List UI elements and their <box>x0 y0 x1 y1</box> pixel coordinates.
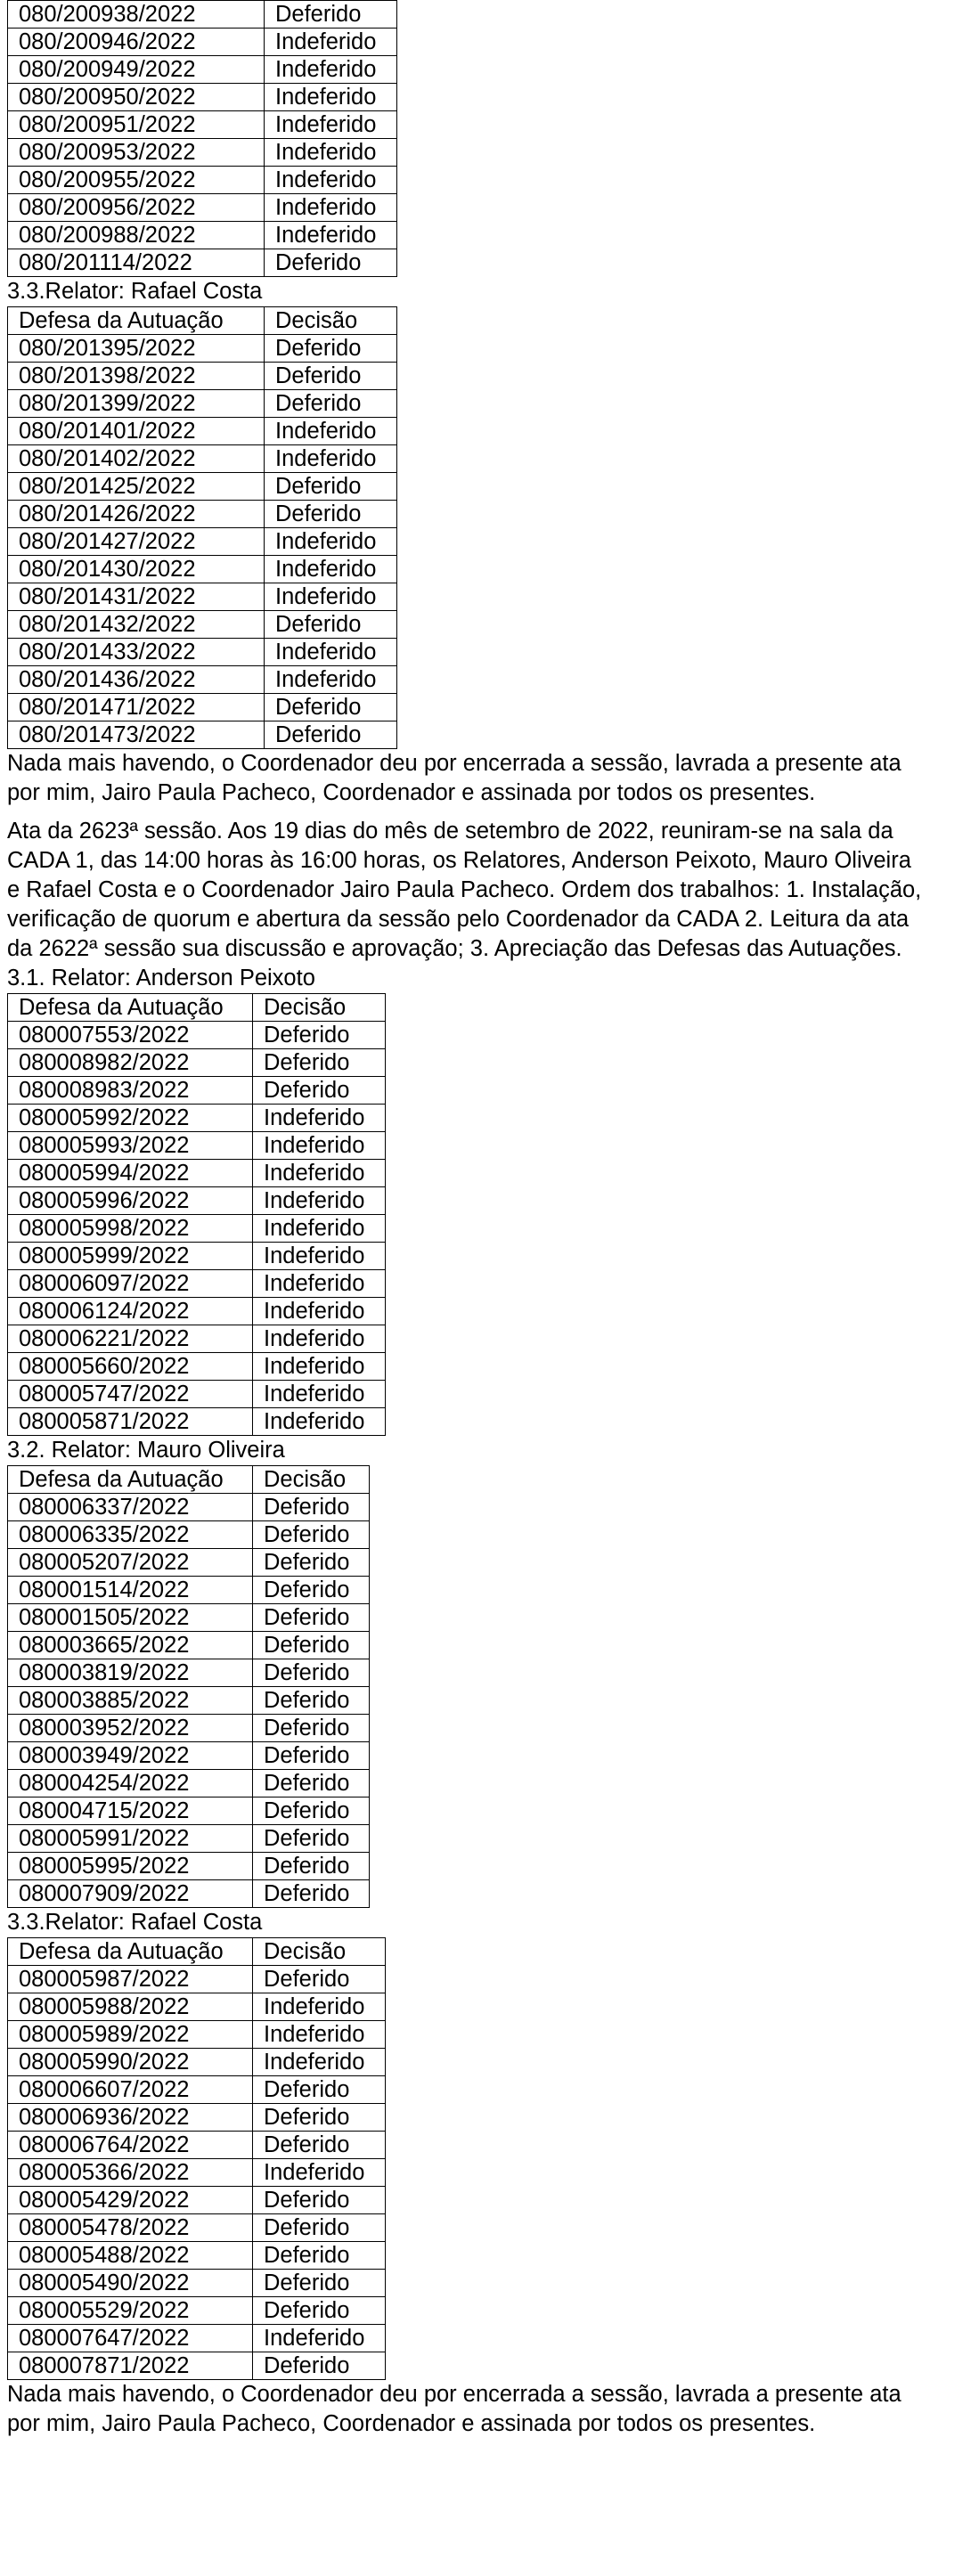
case-number-cell: 080/201398/2022 <box>8 363 265 390</box>
table-row <box>8 1797 370 1825</box>
case-number-cell: 080005989/2022 <box>8 2021 253 2049</box>
table-row <box>8 721 397 749</box>
table-row <box>8 2214 386 2242</box>
decision-cell: Deferido <box>253 1742 370 1770</box>
column-header-decisao: Decisão <box>265 307 397 335</box>
case-number-cell: 080007647/2022 <box>8 2325 253 2352</box>
table-row <box>8 1715 370 1742</box>
table-row <box>8 139 397 167</box>
decision-cell: Indeferido <box>253 1325 386 1353</box>
closing-line: Nada mais havendo, o Coordenador deu por encerrada a sessão, lavrada a presente ata <box>7 2382 901 2407</box>
case-number-cell: 080/201432/2022 <box>8 611 265 639</box>
table-row <box>8 528 397 556</box>
decision-cell: Indeferido <box>253 1408 386 1436</box>
decision-cell: Indeferido <box>253 1993 386 2021</box>
decision-cell: Indeferido <box>265 139 397 167</box>
table-row <box>8 1105 386 1132</box>
table-header-row <box>8 1938 386 1966</box>
case-number-cell: 080005990/2022 <box>8 2049 253 2076</box>
decision-cell: Deferido <box>253 2352 386 2380</box>
decision-cell: Deferido <box>265 390 397 418</box>
decision-cell: Indeferido <box>253 1160 386 1187</box>
table-row <box>8 1049 386 1077</box>
case-number-cell: 080007909/2022 <box>8 1880 253 1908</box>
table-row <box>8 2104 386 2132</box>
column-header-defesa: Defesa da Autuação <box>8 307 265 335</box>
case-number-cell: 080005996/2022 <box>8 1187 253 1215</box>
table-row <box>8 583 397 611</box>
decision-cell: Indeferido <box>253 1243 386 1270</box>
decision-cell: Deferido <box>253 1825 370 1853</box>
case-number-cell: 080006335/2022 <box>8 1521 253 1549</box>
case-number-cell: 080005987/2022 <box>8 1966 253 1993</box>
table-row <box>8 1549 370 1577</box>
case-number-cell: 080005529/2022 <box>8 2297 253 2325</box>
section-heading-relator-rafael-costa: 3.3.Relator: Rafael Costa <box>7 279 263 304</box>
case-number-cell: 080005992/2022 <box>8 1105 253 1132</box>
decision-cell: Deferido <box>265 721 397 749</box>
table-row <box>8 1853 370 1880</box>
case-number-cell: 080/201473/2022 <box>8 721 265 749</box>
decision-cell: Deferido <box>265 501 397 528</box>
decision-cell: Deferido <box>253 1853 370 1880</box>
decision-cell: Indeferido <box>265 556 397 583</box>
decision-cell: Deferido <box>253 2132 386 2159</box>
table-row <box>8 2187 386 2214</box>
decision-cell: Deferido <box>253 1687 370 1715</box>
decision-cell: Deferido <box>253 1049 386 1077</box>
case-number-cell: 080004715/2022 <box>8 1797 253 1825</box>
table-row <box>8 611 397 639</box>
case-number-cell: 080008982/2022 <box>8 1049 253 1077</box>
table-row <box>8 1993 386 2021</box>
table-row <box>8 1659 370 1687</box>
table-row <box>8 84 397 111</box>
table-row <box>8 1187 386 1215</box>
case-number-cell: 080003952/2022 <box>8 1715 253 1742</box>
case-number-cell: 080/200988/2022 <box>8 222 265 249</box>
table-header-row <box>8 994 386 1022</box>
case-number-cell: 080005994/2022 <box>8 1160 253 1187</box>
column-header-decisao: Decisão <box>253 994 386 1022</box>
decision-cell: Deferido <box>253 2076 386 2104</box>
case-number-cell: 080005429/2022 <box>8 2187 253 2214</box>
case-number-cell: 080/201431/2022 <box>8 583 265 611</box>
table-header-row <box>8 307 397 335</box>
decision-cell: Indeferido <box>265 29 397 56</box>
table-row <box>8 56 397 84</box>
section-heading-relator-mauro-oliveira: 3.2. Relator: Mauro Oliveira <box>7 1438 285 1463</box>
case-number-cell: 080005490/2022 <box>8 2270 253 2297</box>
decision-cell: Indeferido <box>253 1381 386 1408</box>
table-row <box>8 1966 386 1993</box>
table-row <box>8 1 397 29</box>
case-number-cell: 080006124/2022 <box>8 1298 253 1325</box>
decision-cell: Deferido <box>253 1077 386 1105</box>
decision-cell: Indeferido <box>253 2325 386 2352</box>
decision-cell: Deferido <box>253 1521 370 1549</box>
ata-line: da 2622ª sessão sua discussão e aprovação; 3. Apreciação das Defesas das Autuações. <box>7 936 902 961</box>
case-number-cell: 080005988/2022 <box>8 1993 253 2021</box>
case-number-cell: 080006097/2022 <box>8 1270 253 1298</box>
section-heading-relator-anderson-peixoto: 3.1. Relator: Anderson Peixoto <box>7 966 315 990</box>
case-number-cell: 080006337/2022 <box>8 1494 253 1521</box>
column-header-decisao: Decisão <box>253 1466 370 1494</box>
table-row <box>8 556 397 583</box>
decision-cell: Deferido <box>253 2242 386 2270</box>
table-row <box>8 1770 370 1797</box>
case-number-cell: 080/201425/2022 <box>8 473 265 501</box>
case-number-cell: 080005999/2022 <box>8 1243 253 1270</box>
decision-cell: Indeferido <box>265 639 397 666</box>
decision-cell: Indeferido <box>253 2159 386 2187</box>
table-row <box>8 2021 386 2049</box>
case-number-cell: 080005993/2022 <box>8 1132 253 1160</box>
table-row <box>8 1298 386 1325</box>
table-row <box>8 2076 386 2104</box>
case-number-cell: 080005998/2022 <box>8 1215 253 1243</box>
table-row <box>8 2159 386 2187</box>
case-number-cell: 080004254/2022 <box>8 1770 253 1797</box>
case-number-cell: 080/201436/2022 <box>8 666 265 694</box>
decision-cell: Indeferido <box>265 111 397 139</box>
case-number-cell: 080006221/2022 <box>8 1325 253 1353</box>
table-row <box>8 194 397 222</box>
decision-cell: Deferido <box>265 335 397 363</box>
case-number-cell: 080005488/2022 <box>8 2242 253 2270</box>
table-body <box>8 994 386 1436</box>
table-row <box>8 1632 370 1659</box>
table-body <box>8 1466 370 1908</box>
decision-cell: Deferido <box>253 1604 370 1632</box>
table-row <box>8 1577 370 1604</box>
table-row <box>8 2352 386 2380</box>
case-number-cell: 080005478/2022 <box>8 2214 253 2242</box>
table-row <box>8 473 397 501</box>
table-row <box>8 501 397 528</box>
table-row <box>8 1022 386 1049</box>
case-number-cell: 080/201433/2022 <box>8 639 265 666</box>
case-number-cell: 080006936/2022 <box>8 2104 253 2132</box>
case-number-cell: 080005871/2022 <box>8 1408 253 1436</box>
table-row <box>8 1494 370 1521</box>
table-row <box>8 1687 370 1715</box>
decision-cell: Indeferido <box>265 445 397 473</box>
table-row <box>8 335 397 363</box>
column-header-defesa: Defesa da Autuação <box>8 994 253 1022</box>
case-number-cell: 080/200949/2022 <box>8 56 265 84</box>
case-number-cell: 080005660/2022 <box>8 1353 253 1381</box>
decision-cell: Deferido <box>253 2104 386 2132</box>
table-row <box>8 1825 370 1853</box>
case-number-cell: 080/201430/2022 <box>8 556 265 583</box>
case-number-cell: 080005366/2022 <box>8 2159 253 2187</box>
decision-cell: Deferido <box>253 2270 386 2297</box>
ata-line: e Rafael Costa e o Coordenador Jairo Paula Pacheco. Ordem dos trabalhos: 1. Instalação, <box>7 877 922 902</box>
table-row <box>8 418 397 445</box>
decision-cell: Deferido <box>253 2214 386 2242</box>
case-number-cell: 080/200956/2022 <box>8 194 265 222</box>
decision-cell: Deferido <box>265 1 397 29</box>
case-number-cell: 080007553/2022 <box>8 1022 253 1049</box>
table-row <box>8 390 397 418</box>
table-row <box>8 2270 386 2297</box>
case-number-cell: 080005991/2022 <box>8 1825 253 1853</box>
closing-line: por mim, Jairo Paula Pacheco, Coordenador e assinada por todos os presentes. <box>7 780 816 805</box>
table-row <box>8 1604 370 1632</box>
ata-line: CADA 1, das 14:00 horas às 16:00 horas, os Relatores, Anderson Peixoto, Mauro Oliveira <box>7 848 911 873</box>
table-row <box>8 1160 386 1187</box>
case-number-cell: 080/200938/2022 <box>8 1 265 29</box>
case-number-cell: 080/201399/2022 <box>8 390 265 418</box>
decision-cell: Deferido <box>265 694 397 721</box>
case-number-cell: 080/200946/2022 <box>8 29 265 56</box>
table-row <box>8 111 397 139</box>
case-number-cell: 080/201426/2022 <box>8 501 265 528</box>
decision-cell: Indeferido <box>265 194 397 222</box>
table-row <box>8 1353 386 1381</box>
decision-cell: Indeferido <box>253 1298 386 1325</box>
case-number-cell: 080003819/2022 <box>8 1659 253 1687</box>
decision-cell: Indeferido <box>265 666 397 694</box>
case-number-cell: 080007871/2022 <box>8 2352 253 2380</box>
case-number-cell: 080/201395/2022 <box>8 335 265 363</box>
table-row <box>8 222 397 249</box>
column-header-defesa: Defesa da Autuação <box>8 1466 253 1494</box>
case-number-cell: 080003949/2022 <box>8 1742 253 1770</box>
decision-cell: Deferido <box>265 473 397 501</box>
table-row <box>8 2049 386 2076</box>
case-number-cell: 080/201427/2022 <box>8 528 265 556</box>
ata-line: verificação de quorum e abertura da sessão pelo Coordenador da CADA 2. Leitura da ata <box>7 907 910 932</box>
case-number-cell: 080003885/2022 <box>8 1687 253 1715</box>
case-number-cell: 080005207/2022 <box>8 1549 253 1577</box>
case-number-cell: 080006607/2022 <box>8 2076 253 2104</box>
decision-cell: Indeferido <box>265 418 397 445</box>
table-row <box>8 639 397 666</box>
table-row <box>8 363 397 390</box>
decision-table-anderson-peixoto <box>7 993 386 1436</box>
decision-cell: Deferido <box>265 363 397 390</box>
decision-cell: Indeferido <box>253 2049 386 2076</box>
decision-cell: Deferido <box>265 611 397 639</box>
case-number-cell: 080/201402/2022 <box>8 445 265 473</box>
decision-cell: Deferido <box>253 1494 370 1521</box>
table-body <box>8 307 397 749</box>
case-number-cell: 080/200955/2022 <box>8 167 265 194</box>
decision-cell: Deferido <box>265 249 397 277</box>
decision-cell: Deferido <box>253 1797 370 1825</box>
decision-cell: Indeferido <box>253 1132 386 1160</box>
decision-cell: Indeferido <box>265 583 397 611</box>
case-number-cell: 080001514/2022 <box>8 1577 253 1604</box>
table-row <box>8 1132 386 1160</box>
table-row <box>8 2242 386 2270</box>
closing-paragraph <box>7 749 972 808</box>
table-row <box>8 2297 386 2325</box>
decision-table-rafael-costa-b <box>7 1937 386 2380</box>
case-number-cell: 080/200951/2022 <box>8 111 265 139</box>
table-row <box>8 249 397 277</box>
closing-line: por mim, Jairo Paula Pacheco, Coordenador e assinada por todos os presentes. <box>7 2411 816 2436</box>
table-row <box>8 2325 386 2352</box>
table-row <box>8 1408 386 1436</box>
table-row <box>8 1381 386 1408</box>
closing-paragraph <box>7 2380 972 2439</box>
ata-line: Ata da 2623ª sessão. Aos 19 dias do mês de setembro de 2022, reuniram-se na sala da <box>7 819 893 844</box>
table-row <box>8 1270 386 1298</box>
case-number-cell: 080003665/2022 <box>8 1632 253 1659</box>
decision-cell: Indeferido <box>253 2021 386 2049</box>
ata-paragraph <box>7 817 972 964</box>
decision-cell: Deferido <box>253 1549 370 1577</box>
table-body <box>8 1938 386 2380</box>
decision-cell: Indeferido <box>253 1105 386 1132</box>
table-row <box>8 29 397 56</box>
decision-cell: Indeferido <box>253 1215 386 1243</box>
table-row <box>8 1521 370 1549</box>
case-number-cell: 080/200950/2022 <box>8 84 265 111</box>
column-header-defesa: Defesa da Autuação <box>8 1938 253 1966</box>
case-number-cell: 080/201401/2022 <box>8 418 265 445</box>
decision-cell: Indeferido <box>265 84 397 111</box>
decision-cell: Deferido <box>253 1632 370 1659</box>
decision-cell: Deferido <box>253 1966 386 1993</box>
decision-table-rafael-costa-a <box>7 306 397 749</box>
decision-cell: Deferido <box>253 1715 370 1742</box>
decision-table-top <box>7 0 397 277</box>
decision-table-mauro-oliveira <box>7 1465 370 1908</box>
decision-cell: Indeferido <box>265 167 397 194</box>
case-number-cell: 080001505/2022 <box>8 1604 253 1632</box>
decision-cell: Deferido <box>253 1880 370 1908</box>
table-row <box>8 1077 386 1105</box>
decision-cell: Deferido <box>253 1022 386 1049</box>
table-row <box>8 445 397 473</box>
table-body <box>8 1 397 277</box>
decision-cell: Deferido <box>253 1659 370 1687</box>
closing-line: Nada mais havendo, o Coordenador deu por encerrada a sessão, lavrada a presente ata <box>7 751 901 776</box>
table-row <box>8 1325 386 1353</box>
table-row <box>8 666 397 694</box>
table-row <box>8 1880 370 1908</box>
decision-cell: Indeferido <box>253 1270 386 1298</box>
decision-cell: Deferido <box>253 2187 386 2214</box>
table-row <box>8 1742 370 1770</box>
table-row <box>8 167 397 194</box>
decision-cell: Deferido <box>253 1577 370 1604</box>
case-number-cell: 080008983/2022 <box>8 1077 253 1105</box>
table-header-row <box>8 1466 370 1494</box>
case-number-cell: 080/201114/2022 <box>8 249 265 277</box>
decision-cell: Deferido <box>253 1770 370 1797</box>
case-number-cell: 080005995/2022 <box>8 1853 253 1880</box>
decision-cell: Indeferido <box>265 222 397 249</box>
case-number-cell: 080/200953/2022 <box>8 139 265 167</box>
case-number-cell: 080005747/2022 <box>8 1381 253 1408</box>
decision-cell: Indeferido <box>253 1187 386 1215</box>
case-number-cell: 080/201471/2022 <box>8 694 265 721</box>
column-header-decisao: Decisão <box>253 1938 386 1966</box>
decision-cell: Indeferido <box>265 56 397 84</box>
decision-cell: Indeferido <box>253 1353 386 1381</box>
table-row <box>8 2132 386 2159</box>
table-row <box>8 1215 386 1243</box>
section-heading-relator-rafael-costa: 3.3.Relator: Rafael Costa <box>7 1910 263 1935</box>
decision-cell: Deferido <box>253 2297 386 2325</box>
table-row <box>8 1243 386 1270</box>
case-number-cell: 080006764/2022 <box>8 2132 253 2159</box>
table-row <box>8 694 397 721</box>
decision-cell: Indeferido <box>265 528 397 556</box>
